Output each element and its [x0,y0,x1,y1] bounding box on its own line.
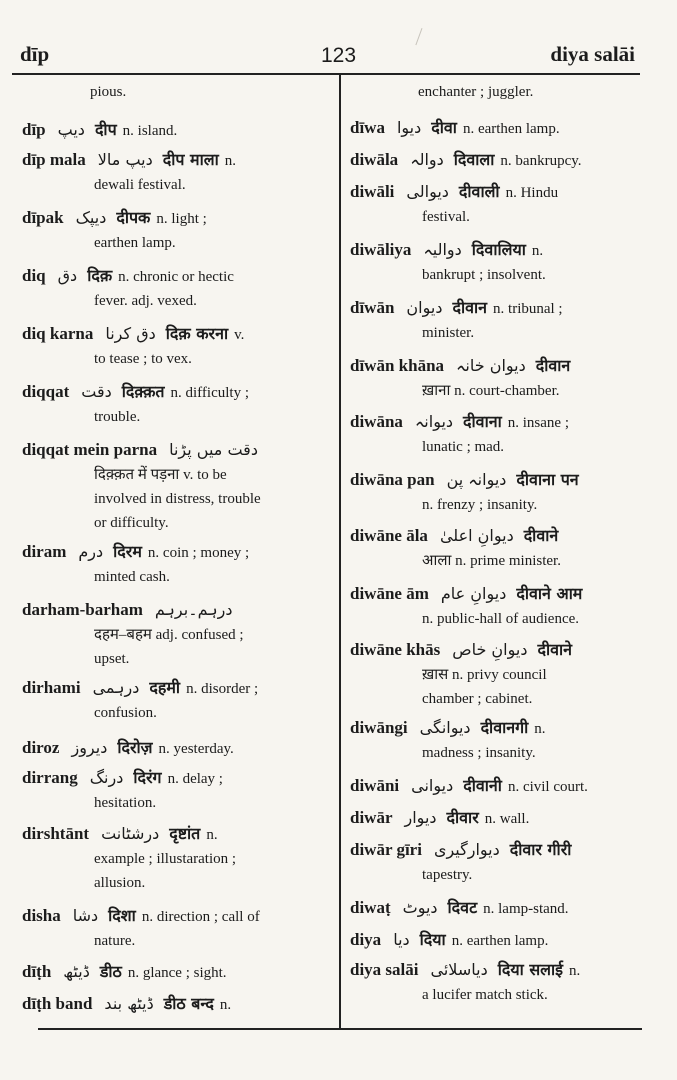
definition: n. chronic or hectic [118,269,234,285]
hindi-form: दीवा [431,118,457,137]
hindi-form: दीवानी [463,776,502,795]
urdu-form: دیوٹ [402,898,438,917]
dictionary-entry [350,80,642,104]
definition: n. tribunal ; [493,301,563,317]
entry-line [350,524,642,549]
headword: diwār [350,808,393,827]
dictionary-entry [22,80,322,104]
dictionary-entry [350,806,642,831]
urdu-form: دیا [393,930,410,949]
entry-line [22,904,322,929]
hindi-form: दिया [419,930,446,949]
definition: n. earthen lamp. [451,933,549,949]
hindi-form: दीवाना [463,412,502,431]
headword: dīwān khāna [350,356,445,375]
urdu-form: دشا [72,906,99,925]
headword: dīṭh [22,962,52,981]
definition: n. [219,997,232,1013]
entry-line [350,296,642,321]
entry-line [350,806,642,831]
footer-rule [38,1028,642,1030]
continuation-line: minister. [422,325,475,341]
hindi-form: दिक़ [87,266,113,285]
continuation-line: n. public-hall of audience. [422,611,580,627]
dictionary-entry [350,296,642,345]
hindi-form: दिक़्क़त [121,382,165,401]
hindi-form: दृष्टांत [169,824,201,843]
urdu-form: درم [78,542,104,561]
hindi-form: दिया सलाई [497,960,564,979]
urdu-form: دیوانہ [414,412,454,431]
dictionary-entry [22,766,322,815]
headword: dirshtānt [22,824,90,843]
urdu-form: دیوانِ اعلیٰ [439,526,514,545]
dictionary-entry [350,958,642,1007]
definition: n. [224,153,236,169]
urdu-form: دق کرنا [105,324,156,343]
continuation-line: fever. adj. vexed. [94,293,197,309]
continuation-line: confusion. [94,705,157,721]
headword: dīwa [350,118,385,137]
entry-line [22,264,322,289]
running-head-right: diya salāi [550,42,635,66]
page-number: 123 [320,44,357,67]
headword: dirhami [22,678,81,697]
entry-line [350,116,642,141]
entry-line [350,148,642,173]
hindi-form: दिवालिया [471,240,526,259]
entry-line [350,354,642,379]
hindi-form: दिरम [113,542,142,561]
dictionary-entry [350,116,642,141]
continuation-line: trouble. [94,409,141,425]
entry-line [350,238,642,263]
continuation-line: nature. [94,933,136,949]
continuation-line: enchanter ; juggler. [418,84,534,100]
dictionary-entry [350,238,642,287]
hindi-form: दीवार [446,808,479,827]
continuation-line: tapestry. [422,867,473,883]
dictionary-entry [22,438,322,535]
entry-line [22,206,322,231]
continuation-line: a lucifer match stick. [422,987,548,1003]
entry-line [350,180,642,205]
hindi-form: दीवान [535,356,571,375]
headword: diq karna [22,324,94,343]
headword: diwāla [350,150,399,169]
definition: n. difficulty ; [170,385,249,401]
headword: darham-barham [22,600,143,619]
hindi-form: दिवाला [453,150,495,169]
hindi-form: दीप माला [162,150,219,169]
definition: n. delay ; [167,771,223,787]
dictionary-entry [350,410,642,459]
dictionary-entry [22,822,322,895]
dictionary-entry [350,638,642,711]
dictionary-entry [350,774,642,799]
headword: diq [22,266,46,285]
definition: n. yesterday. [158,741,234,757]
entry-line [22,380,322,405]
urdu-form: ڈیٹھ [63,962,90,981]
continuation-line: festival. [422,209,470,225]
urdu-form: دیروز [71,738,108,757]
dictionary-entry [350,468,642,517]
hindi-form: दीप [94,120,117,139]
continuation-line: upset. [94,651,130,667]
headword: dirrang [22,768,78,787]
continuation-line: ख़ाना n. court-chamber. [422,383,560,399]
urdu-form: دوالیہ [423,240,462,259]
continuation-line: involved in distress, trouble [94,491,261,507]
dictionary-entry [350,838,642,887]
entry-line [350,716,642,741]
entry-line [350,774,642,799]
continuation-line: dewali festival. [94,177,186,193]
entry-line [22,438,322,463]
continuation-line: bankrupt ; insolvent. [422,267,546,283]
entry-line [350,928,642,953]
continuation-line: madness ; insanity. [422,745,536,761]
definition: n. wall. [484,811,530,827]
entry-line [350,468,642,493]
entry-line [22,148,322,173]
urdu-form: درنگ [89,768,124,787]
definition: n. [531,243,544,259]
entry-line [22,118,322,143]
urdu-form: دیوان [406,298,443,317]
headword: diwāna [350,412,403,431]
hindi-form: दीवार गीरी [509,840,572,859]
hindi-form: दहमी [149,678,181,697]
dictionary-entry [22,264,322,313]
continuation-line: example ; illustaration ; [94,851,237,867]
headword: dīp [22,120,46,139]
continuation-line: n. frenzy ; insanity. [422,497,538,513]
dictionary-entry [22,118,322,143]
headword: diwāne ām [350,584,429,603]
urdu-form: دیوانِ خاص [452,640,528,659]
urdu-form: دقت میں پڑنا [169,440,258,459]
dictionary-entry [22,598,322,671]
urdu-form: درہمی [92,678,140,697]
hindi-form: दीवानगी [480,718,529,737]
dictionary-entry [350,582,642,631]
continuation-line: दिक़्क़त में पड़ना v. to be [94,467,227,483]
hindi-form: दीपक [116,208,151,227]
hindi-form: दिशा [108,906,136,925]
entry-line [22,736,322,761]
headword: diqqat [22,382,70,401]
hindi-form: दिरंग [133,768,162,787]
definition: n. insane ; [507,415,570,431]
definition: n. coin ; money ; [147,545,250,561]
dictionary-entry [22,904,322,953]
definition: n. bankrupcy. [500,153,582,169]
continuation-line: chamber ; cabinet. [422,691,533,707]
definition: v. [234,327,245,343]
headword: diya salāi [350,960,419,979]
entry-line [350,896,642,921]
headword: diwaṭ [350,898,391,917]
urdu-form: دیپ [57,120,85,139]
headword: diwār gīri [350,840,422,859]
urdu-form: دیوانِ عام [440,584,507,603]
headword: disha [22,906,61,925]
entry-line [22,598,322,623]
urdu-form: دیپ مالا [97,150,153,169]
running-head-left: dīp [20,42,50,66]
dictionary-entry [22,322,322,371]
entry-line [350,838,642,863]
entry-line [22,322,322,347]
headword: dīwān [350,298,395,317]
definition: n. lamp-stand. [483,901,569,917]
urdu-form: دیاسلائی [430,960,488,979]
continuation-line: earthen lamp. [94,235,176,251]
dictionary-entry [22,992,322,1017]
definition: n. disorder ; [186,681,259,697]
headword: diwāngi [350,718,408,737]
urdu-form: دیوانی [411,776,454,795]
urdu-form: دیوار [404,808,437,827]
entry-line [22,766,322,791]
definition: n. [534,721,546,737]
hindi-form: दिरोज़ [117,738,153,757]
definition: n. direction ; call of [141,909,260,925]
dictionary-entry [22,148,322,197]
definition: n. glance ; sight. [127,965,227,981]
headword: diwāli [350,182,395,201]
dictionary-entry [350,928,642,953]
headword: dīpak [22,208,64,227]
hindi-form: डीठ [99,962,122,981]
urdu-form: دیوانگی [419,718,471,737]
headword: dīp mala [22,150,86,169]
headword: diroz [22,738,60,757]
dictionary-entry [22,540,322,589]
entry-line [350,582,642,607]
urdu-form: دیوان خانہ [456,356,526,375]
dictionary-entry [22,380,322,429]
definition: n. island. [122,123,178,139]
hindi-form: दीवाना पन [516,470,579,489]
continuation-line: आला n. prime minister. [422,553,561,569]
dictionary-entry [350,524,642,573]
hindi-form: दीवाने आम [516,584,583,603]
dictionary-entry [22,676,322,725]
continuation-line: दहम–बहम adj. confused ; [94,627,244,643]
entry-line [350,410,642,435]
urdu-form: ڈیٹھ بند [104,994,154,1013]
urdu-form: درشٹانت [101,824,160,843]
entry-line [350,958,642,983]
continuation-line: allusion. [94,875,146,891]
headword: diya [350,930,382,949]
continuation-line: pious. [90,84,127,100]
hindi-form: दिवट [447,898,478,917]
headword: diwāne āla [350,526,428,545]
urdu-form: دیوانہ پن [446,470,507,489]
dictionary-entry [22,960,322,985]
entry-line [22,676,322,701]
definition: n. earthen lamp. [462,121,560,137]
dictionary-entry [350,716,642,765]
entry-line [350,638,642,663]
headword: diwāni [350,776,400,795]
continuation-line: minted cash. [94,569,170,585]
headword: diwāna pan [350,470,435,489]
definition: n. [206,827,218,843]
continuation-line: ख़ास n. privy council [422,667,547,683]
dictionary-entry [22,736,322,761]
urdu-form: درہم۔برہم [154,600,233,619]
definition: n. [569,963,581,979]
urdu-form: دقت [81,382,112,401]
dictionary-entry [350,354,642,403]
dictionary-entry [350,148,642,173]
continuation-line: lunatic ; mad. [422,439,505,455]
urdu-form: دق [57,266,78,285]
entry-line [22,822,322,847]
headword: dīṭh band [22,994,93,1013]
headword: diwāne khās [350,640,441,659]
hindi-form: दीवान [452,298,488,317]
hindi-form: दीवाने [523,526,559,545]
entry-line [22,960,322,985]
hindi-form: दीवाने [537,640,573,659]
urdu-form: دوالہ [410,150,444,169]
continuation-line: to tease ; to vex. [94,351,192,367]
headword: diqqat mein parna [22,440,158,459]
dictionary-entry [350,180,642,229]
definition: n. light ; [156,211,207,227]
hindi-form: दिक़ करना [165,324,229,343]
column-divider [339,75,341,1030]
headword: diwāliya [350,240,412,259]
entry-line [22,540,322,565]
entry-line [22,992,322,1017]
hindi-form: डीठ बन्द [163,994,214,1013]
header-rule [12,73,640,75]
urdu-form: دیپک [75,208,107,227]
definition: n. civil court. [507,779,588,795]
continuation-line: or difficulty. [94,515,169,531]
definition: n. Hindu [505,185,559,201]
continuation-line: hesitation. [94,795,157,811]
urdu-form: دیوالی [406,182,449,201]
headword: diram [22,542,67,561]
dictionary-entry [22,206,322,255]
urdu-form: دیوارگیری [433,840,500,859]
urdu-form: دیوا [396,118,422,137]
hindi-form: दीवाली [458,182,500,201]
dictionary-entry [350,896,642,921]
